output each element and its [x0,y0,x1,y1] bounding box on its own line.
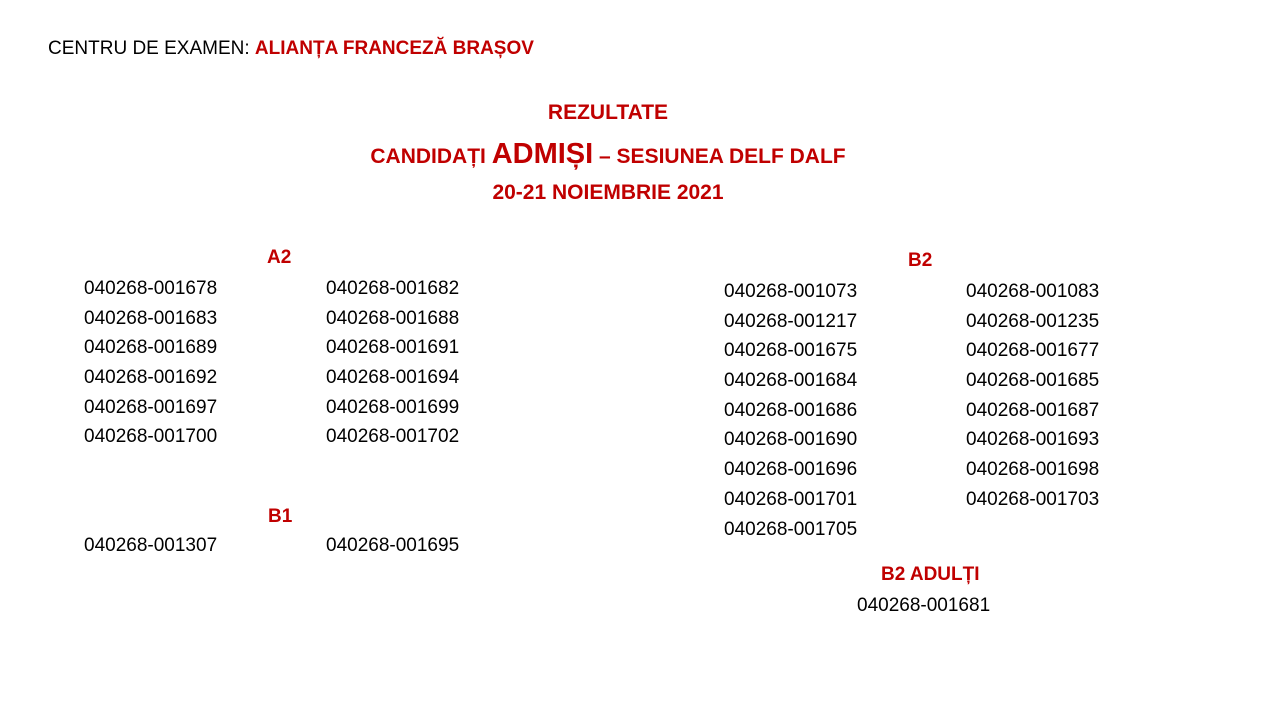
candidate-code: 040268-001692 [84,367,218,389]
a2-column-1 [84,274,217,452]
session-date: 20-21 NOIEMBRIE 2021 [492,181,724,204]
exam-center-label: CENTRU DE EXAMEN: [48,38,255,59]
candidate-code: 040268-001235 [966,310,1100,332]
exam-center-name: ALIANȚA FRANCEZĂ BRAȘOV [254,38,534,59]
title-session: – SESIUNEA DELF DALF [593,145,846,168]
candidate-code: 040268-001688 [326,307,460,329]
b2-column-2 [966,277,1099,515]
a2-column-2 [326,274,459,452]
candidate-code: 040268-001678 [84,278,218,299]
candidate-code: 040268-001698 [966,459,1100,481]
candidate-code: 040268-001686 [724,399,858,421]
b1-column-1 [84,531,217,561]
candidate-code: 040268-001689 [84,337,218,359]
b2-adulti-column-1 [857,591,990,621]
candidate-code: 040268-001677 [966,340,1100,362]
candidate-code: 040268-001073 [724,281,858,302]
candidate-code: 040268-001697 [84,396,218,418]
candidate-code: 040268-001702 [326,426,460,448]
candidate-code: 040268-001690 [724,429,858,451]
candidate-code: 040268-001681 [857,595,991,616]
candidate-code: 040268-001687 [966,399,1100,421]
candidate-code: 040268-001699 [326,396,460,418]
candidate-code: 040268-001683 [84,307,218,329]
title-admitted-word: ADMIȘI [491,138,594,170]
exam-center-line [48,38,534,60]
candidate-code: 040268-001693 [966,429,1100,451]
admitted-candidates-title [300,138,916,171]
candidate-code: 040268-001703 [966,488,1100,510]
section-heading-a2: A2 [267,247,292,268]
candidate-code: 040268-001701 [724,488,858,510]
candidate-code: 040268-001217 [724,310,858,332]
candidate-code: 040268-001684 [724,370,858,392]
candidate-code: 040268-001705 [724,518,858,540]
results-title: REZULTATE [547,101,669,124]
section-heading-b1: B1 [268,506,293,527]
b1-column-2 [326,531,459,561]
candidate-code: 040268-001685 [966,370,1100,392]
candidate-code: 040268-001694 [326,367,460,389]
candidate-code: 040268-001691 [326,337,460,359]
candidate-code: 040268-001307 [84,535,218,556]
section-heading-b2: B2 [908,250,933,271]
candidate-code: 040268-001696 [724,459,858,481]
title-prefix: CANDIDAȚI [370,145,492,168]
section-heading-b2-adulti: B2 ADULȚI [881,564,980,585]
candidate-code: 040268-001700 [84,426,218,448]
candidate-code: 040268-001695 [326,535,460,556]
b2-column-1 [724,277,857,544]
candidate-code: 040268-001675 [724,340,858,362]
candidate-code: 040268-001682 [326,278,460,299]
candidate-code: 040268-001083 [966,281,1100,302]
